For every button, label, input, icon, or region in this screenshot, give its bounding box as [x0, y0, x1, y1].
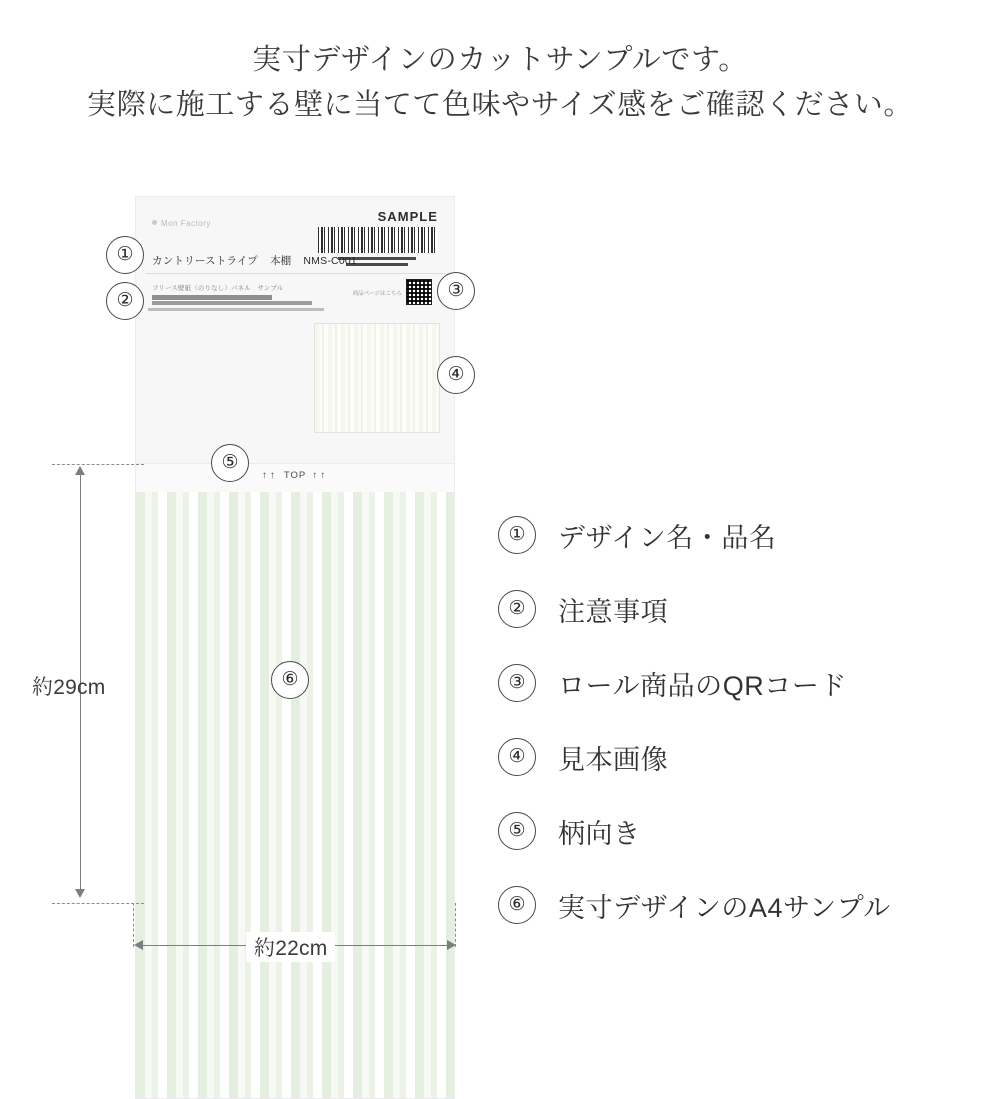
arrows-right-icon: ↑↑ — [312, 470, 329, 481]
top-mark-label: TOP — [283, 470, 307, 481]
product-variant: 本棚 — [269, 255, 292, 267]
height-guide-top-dash — [52, 464, 144, 465]
sample-word: SAMPLE — [377, 209, 438, 224]
caution-text: フリース壁紙（のりなし）パネル サンプル — [152, 285, 284, 292]
legend-label-3: ロール商品のQRコード — [558, 670, 847, 701]
legend-list — [498, 498, 968, 942]
heading-line-1: 実寸デザインのカットサンプルです。 — [252, 44, 748, 76]
legend-number-5: ⑤ — [498, 812, 536, 850]
page-title — [0, 38, 1000, 128]
height-guide-bottom-dash — [52, 903, 144, 904]
width-arrow-left-icon — [134, 940, 143, 950]
product-title — [152, 253, 357, 268]
qr-caption: 商品ページはこちら — [352, 291, 402, 297]
actual-size-pattern-sample — [135, 492, 455, 1099]
brand-name: Mon Factory — [161, 219, 211, 228]
legend-item-4 — [498, 720, 968, 794]
legend-label-5: 柄向き — [558, 818, 641, 849]
brand-logo — [152, 219, 211, 228]
callout-6: ⑥ — [271, 661, 309, 699]
width-dimension-label: 約22cm — [246, 932, 335, 962]
sample-image-swatch — [314, 323, 440, 433]
legend-number-1: ① — [498, 516, 536, 554]
legend-item-6 — [498, 868, 968, 942]
legend-number-3: ③ — [498, 664, 536, 702]
legend-number-4: ④ — [498, 738, 536, 776]
width-arrow-right-icon — [447, 940, 456, 950]
caution-bar-1 — [152, 295, 272, 300]
product-design-name: カントリーストライプ — [152, 255, 258, 267]
legend-item-5 — [498, 794, 968, 868]
brand-dot-icon — [152, 220, 157, 225]
callout-5: ⑤ — [211, 444, 249, 482]
height-arrow-up-icon — [75, 466, 85, 475]
callout-4: ④ — [437, 356, 475, 394]
sample-sheet — [135, 196, 455, 911]
sheet-label-area — [135, 196, 455, 464]
caution-bar-3 — [148, 308, 324, 311]
arrows-left-icon: ↑↑ — [261, 470, 278, 481]
height-arrow-down-icon — [75, 889, 85, 898]
height-dimension-label: 約29cm — [32, 676, 106, 699]
qr-code-icon — [406, 279, 432, 305]
legend-number-6: ⑥ — [498, 886, 536, 924]
title-divider — [146, 273, 446, 274]
callout-3: ③ — [437, 272, 475, 310]
heading-line-2: 実際に施工する壁に当てて色味やサイズ感をご確認ください。 — [87, 88, 913, 121]
legend-item-3 — [498, 646, 968, 720]
callout-2: ② — [106, 282, 144, 320]
barcode-icon — [318, 227, 438, 253]
callout-1: ① — [106, 236, 144, 274]
product-code: NMS-C001 — [303, 255, 357, 267]
caution-bar-2 — [152, 301, 312, 305]
legend-item-1 — [498, 498, 968, 572]
legend-label-2: 注意事項 — [558, 596, 669, 627]
pattern-direction-strip — [135, 464, 455, 492]
legend-number-2: ② — [498, 590, 536, 628]
legend-label-1: デザイン名・品名 — [558, 522, 777, 553]
legend-label-6: 実寸デザインのA4サンプル — [558, 892, 891, 923]
legend-item-2 — [498, 572, 968, 646]
direction-arrows — [262, 470, 328, 481]
legend-label-4: 見本画像 — [558, 744, 669, 775]
